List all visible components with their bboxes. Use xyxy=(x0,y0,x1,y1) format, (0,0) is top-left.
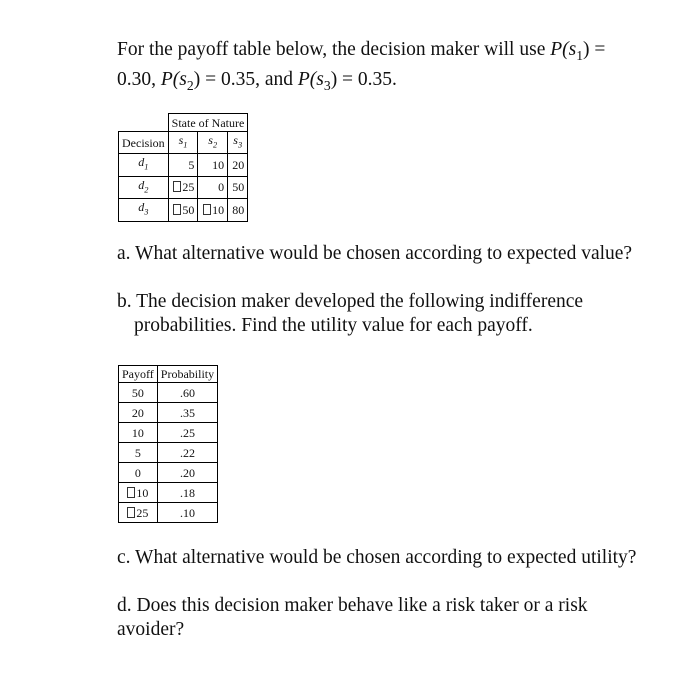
intro-paragraph xyxy=(117,38,657,98)
payoff-cell: 10 xyxy=(198,199,228,221)
minus-glyph-icon xyxy=(127,507,135,518)
payoff-cell: 5 xyxy=(168,154,198,176)
probability-value: .60 xyxy=(157,383,217,403)
payoff-column-header: Payoff xyxy=(119,366,158,383)
payoff-table xyxy=(118,113,248,222)
decision-label: $d_1$ xyxy=(119,154,169,176)
p1-var: P(s xyxy=(550,39,577,60)
payoff-row xyxy=(119,154,248,176)
state-header: $s_2$ xyxy=(198,132,228,154)
payoff-row xyxy=(119,199,248,221)
payoff-value: 5 xyxy=(119,443,158,463)
minus-glyph-icon xyxy=(203,204,211,215)
p2-end: ) = 0.35, and xyxy=(193,68,293,90)
question-b-line2: probabilities. Find the utility value for each payoff. xyxy=(134,315,533,336)
probability-row xyxy=(119,423,218,443)
p1-value: 0.30, xyxy=(117,68,156,90)
decision-label: $d_3$ xyxy=(119,199,169,221)
probability-row xyxy=(119,383,218,403)
payoff-value: 10 xyxy=(119,483,158,503)
payoff-cell: 10 xyxy=(198,154,228,176)
p3-sub: 3 xyxy=(323,77,331,93)
minus-glyph-icon xyxy=(127,487,135,498)
payoff-value: 0 xyxy=(119,463,158,483)
probability-value: .20 xyxy=(157,463,217,483)
payoff-value: 10 xyxy=(119,423,158,443)
question-d: d. Does this decision maker behave like a risk taker or a risk avoider? xyxy=(117,595,588,640)
probability-value: .25 xyxy=(157,423,217,443)
payoff-row xyxy=(119,176,248,198)
probability-value: .18 xyxy=(157,483,217,503)
probability-table xyxy=(118,365,218,523)
probability-row xyxy=(119,403,218,423)
probability-value: .35 xyxy=(157,403,217,423)
decision-header: Decision xyxy=(119,132,169,154)
decision-label: $d_2$ xyxy=(119,176,169,198)
minus-glyph-icon xyxy=(173,181,181,192)
intro-text: For the payoff table below, the decision maker will use xyxy=(117,39,546,60)
minus-glyph-icon xyxy=(173,204,181,215)
probability-row xyxy=(119,443,218,463)
state-header: $s_1$ xyxy=(168,132,198,154)
p2-sub: 2 xyxy=(186,77,194,93)
probability-column-header: Probability xyxy=(157,366,217,383)
p2-var: P(s xyxy=(160,68,187,90)
p1-end: ) = xyxy=(583,39,606,60)
p3-end: ) = 0.35. xyxy=(330,68,397,90)
payoff-value: 20 xyxy=(119,403,158,423)
payoff-value: 50 xyxy=(119,383,158,403)
payoff-cell: 0 xyxy=(198,176,228,198)
state-header: $s_3$ xyxy=(228,132,248,154)
probability-row xyxy=(119,503,218,523)
payoff-cell: 20 xyxy=(228,154,248,176)
p1-sub: 1 xyxy=(576,47,584,63)
payoff-cell: 50 xyxy=(228,176,248,198)
state-of-nature-header: State of Nature xyxy=(168,114,248,132)
p3-var: P(s xyxy=(297,68,324,90)
payoff-cell: 50 xyxy=(168,199,198,221)
payoff-cell: 80 xyxy=(228,199,248,221)
payoff-cell: 25 xyxy=(168,176,198,198)
payoff-table-corner xyxy=(119,114,169,132)
probability-value: .22 xyxy=(157,443,217,463)
question-b-line1: b. The decision maker developed the following indifference xyxy=(117,291,584,312)
probability-row xyxy=(119,463,218,483)
probability-row xyxy=(119,483,218,503)
probability-value: .10 xyxy=(157,503,217,523)
question-a: a. What alternative would be chosen according to expected value? xyxy=(117,243,633,264)
question-c: c. What alternative would be chosen according to expected utility? xyxy=(117,547,637,568)
payoff-value: 25 xyxy=(119,503,158,523)
